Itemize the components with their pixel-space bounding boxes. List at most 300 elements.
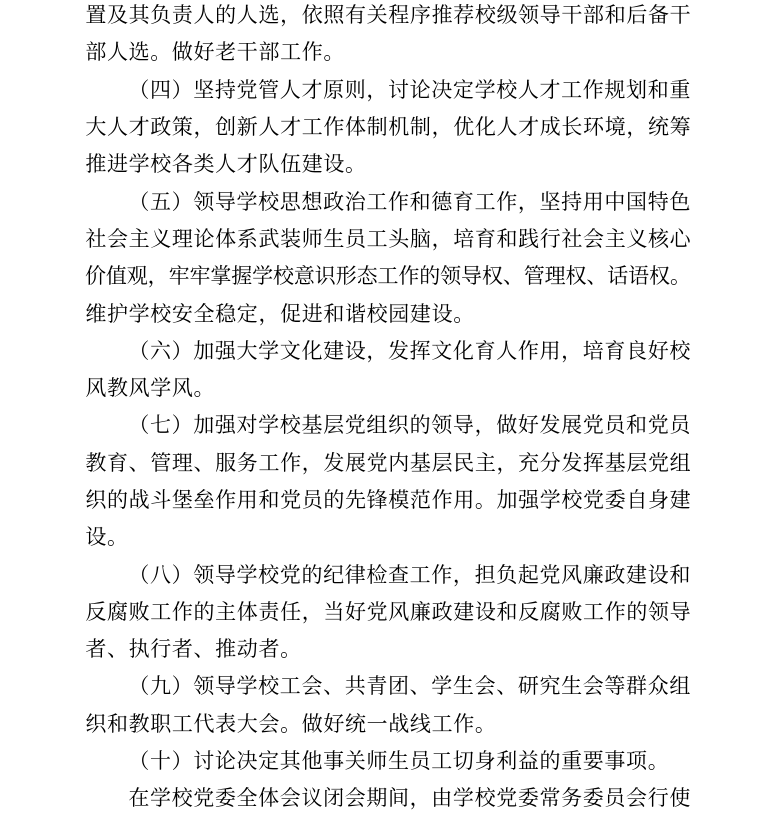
- char: 用: [453, 488, 475, 512]
- char: 的: [419, 264, 441, 289]
- char: 育: [474, 338, 496, 363]
- char: 发: [323, 450, 345, 475]
- char: 作: [582, 77, 604, 102]
- char: 人: [496, 115, 518, 140]
- char: 德: [431, 189, 453, 214]
- char: 校: [496, 77, 518, 102]
- char: ，: [258, 301, 280, 326]
- char: ，: [561, 338, 583, 363]
- char: 范: [409, 488, 431, 512]
- char: 定: [236, 301, 258, 326]
- char: 工: [301, 115, 323, 140]
- char: 作: [215, 488, 237, 512]
- char: 意: [293, 264, 315, 289]
- char: 政: [323, 189, 345, 214]
- char: 价: [85, 264, 106, 289]
- char: 持: [214, 77, 236, 102]
- char: 、: [193, 637, 215, 662]
- char: 论: [193, 226, 215, 251]
- char: 导: [669, 599, 691, 624]
- char: 担: [474, 562, 496, 587]
- char: 学: [236, 189, 258, 214]
- char: 良: [626, 338, 648, 363]
- char: 文: [431, 338, 453, 363]
- char: 特: [647, 189, 669, 214]
- char: 工: [150, 599, 172, 624]
- char: 研: [517, 674, 539, 699]
- char: 发: [388, 338, 409, 363]
- char: 作: [517, 338, 539, 363]
- char: 设: [431, 301, 453, 326]
- char: 武: [258, 226, 280, 251]
- char: ，: [431, 226, 453, 251]
- char: 校: [474, 3, 496, 28]
- char: 全: [236, 786, 258, 811]
- char: 工: [366, 189, 388, 214]
- document-line: [85, 0, 691, 34]
- char: 大: [236, 711, 258, 736]
- char: 党: [366, 450, 388, 475]
- char: 先: [345, 488, 366, 512]
- char: 做: [171, 40, 193, 65]
- char: 风: [561, 562, 583, 587]
- char: 用: [539, 338, 561, 363]
- char: 育: [106, 450, 128, 475]
- char: 核: [647, 226, 669, 251]
- char: 人: [279, 77, 301, 102]
- char: 责: [171, 3, 193, 28]
- char: 斗: [150, 488, 172, 512]
- char: 五: [149, 189, 171, 214]
- document-line: [85, 407, 691, 444]
- char: 学: [252, 264, 274, 289]
- char: 委: [517, 786, 539, 811]
- char: 管: [258, 77, 280, 102]
- char: 、: [106, 637, 128, 662]
- char: 值: [105, 264, 127, 289]
- char: 谐: [345, 301, 366, 326]
- char: 做: [496, 413, 518, 438]
- char: 执: [128, 637, 150, 662]
- char: 工: [431, 711, 453, 736]
- char: 党: [647, 413, 669, 438]
- char: 事: [604, 749, 626, 774]
- char: 有: [345, 3, 366, 28]
- char: 败: [561, 599, 583, 624]
- char: 的: [626, 599, 648, 624]
- char: 负: [496, 562, 518, 587]
- document-line: [85, 221, 691, 258]
- char: 作: [388, 189, 409, 214]
- char: 任: [280, 599, 302, 624]
- char: 组: [669, 674, 691, 699]
- char: ）: [171, 562, 193, 587]
- char: 进: [106, 152, 128, 177]
- char: 干: [561, 3, 583, 28]
- char: 校: [279, 413, 301, 438]
- char: 义: [150, 226, 172, 251]
- char: 优: [453, 115, 475, 140]
- char: 语: [628, 264, 650, 289]
- char: 内: [388, 450, 410, 475]
- char: 生: [323, 226, 345, 251]
- char: 话: [607, 264, 629, 289]
- char: 败: [128, 599, 150, 624]
- char: 思: [279, 189, 301, 214]
- char: 的: [106, 488, 128, 512]
- char: 务: [561, 786, 583, 811]
- char: 员: [345, 226, 366, 251]
- char: 教: [106, 376, 128, 401]
- char: 队: [258, 152, 280, 177]
- char: 学: [150, 376, 172, 401]
- char: 利: [496, 749, 518, 774]
- char: 党: [496, 786, 518, 811]
- char: （: [128, 674, 150, 699]
- char: 握: [231, 264, 253, 289]
- char: 部: [258, 40, 280, 65]
- char: 主: [604, 226, 626, 251]
- char: 纪: [323, 562, 345, 587]
- document-line: [85, 72, 691, 109]
- char: 促: [280, 301, 302, 326]
- char: 查: [388, 562, 409, 587]
- char: 其: [128, 3, 150, 28]
- char: 师: [301, 226, 323, 251]
- document-line: [85, 34, 691, 71]
- char: ，: [301, 599, 323, 624]
- char: 才: [236, 152, 258, 177]
- char: 组: [669, 450, 691, 475]
- char: 工: [474, 189, 496, 214]
- char: 织: [85, 711, 107, 736]
- paragraph-indent: [85, 798, 128, 799]
- char: 加: [193, 413, 215, 438]
- char: ，: [474, 413, 496, 438]
- char: 校: [258, 674, 280, 699]
- char: 学: [452, 786, 474, 811]
- char: 伍: [280, 152, 302, 177]
- char: 学: [474, 77, 496, 102]
- char: ，: [452, 562, 474, 587]
- char: 层: [323, 413, 345, 438]
- char: 员: [669, 413, 691, 438]
- char: 党: [280, 488, 302, 512]
- char: 期: [366, 786, 388, 811]
- char: 务: [236, 450, 258, 475]
- char: 。: [280, 711, 302, 736]
- char: ）: [171, 413, 193, 438]
- char: 长: [561, 115, 583, 140]
- char: ）: [171, 77, 193, 102]
- char: 好: [647, 338, 669, 363]
- char: 境: [604, 115, 626, 140]
- char: 策: [171, 115, 193, 140]
- char: 会: [582, 674, 604, 699]
- char: 廉: [409, 599, 431, 624]
- char: 强: [214, 338, 236, 363]
- char: 导: [452, 413, 474, 438]
- char: 风: [171, 376, 193, 401]
- char: 生: [388, 749, 409, 774]
- char: 身: [647, 488, 669, 512]
- char: 八: [149, 562, 171, 587]
- paragraph-indent: [85, 90, 128, 91]
- char: 、: [323, 674, 345, 699]
- char: 理: [544, 264, 566, 289]
- char: 重: [669, 77, 691, 102]
- char: 好: [517, 413, 539, 438]
- char: 体: [236, 599, 258, 624]
- char: ，: [496, 450, 518, 475]
- char: 培: [453, 226, 475, 251]
- char: 会: [279, 786, 301, 811]
- char: 讨: [193, 749, 215, 774]
- char: 者: [85, 637, 107, 662]
- char: 员: [301, 488, 323, 512]
- char: 用: [582, 189, 604, 214]
- char: 校: [561, 488, 583, 512]
- char: 生: [561, 674, 583, 699]
- char: 领: [431, 413, 453, 438]
- char: 推: [85, 152, 107, 177]
- char: 学: [431, 674, 453, 699]
- char: 建: [669, 488, 691, 512]
- char: 则: [344, 77, 366, 102]
- char: 作: [604, 599, 626, 624]
- char: 职: [150, 711, 172, 736]
- char: 和: [496, 599, 518, 624]
- char: 和: [604, 3, 626, 28]
- char: 挥: [409, 338, 431, 363]
- char: 工: [279, 674, 301, 699]
- char: 干: [236, 40, 258, 65]
- char: （: [128, 189, 150, 214]
- document-line: [85, 445, 691, 482]
- char: 。: [647, 749, 669, 774]
- char: 理: [171, 226, 193, 251]
- char: 领: [193, 674, 215, 699]
- char: 师: [366, 749, 388, 774]
- char: 建: [323, 338, 345, 363]
- char: 国: [626, 189, 648, 214]
- char: 织: [85, 488, 107, 512]
- char: 九: [149, 674, 171, 699]
- char: 环: [583, 115, 605, 140]
- char: 挥: [583, 450, 605, 475]
- paragraph-indent: [85, 575, 128, 576]
- paragraph-indent: [85, 351, 128, 352]
- char: 文: [279, 338, 301, 363]
- char: 校: [669, 338, 691, 363]
- char: 导: [539, 3, 561, 28]
- char: 反: [518, 599, 540, 624]
- char: 权: [565, 264, 587, 289]
- char: 程: [388, 3, 410, 28]
- char: 干: [669, 3, 691, 28]
- char: 持: [561, 189, 583, 214]
- char: 部: [85, 40, 107, 65]
- char: 体: [215, 226, 237, 251]
- char: 会: [474, 674, 496, 699]
- char: 风: [128, 376, 150, 401]
- char: 学: [236, 674, 258, 699]
- char: 护: [106, 301, 128, 326]
- paragraph-indent: [85, 761, 128, 762]
- char: 战: [388, 711, 410, 736]
- char: 大: [85, 115, 107, 140]
- char: 垒: [193, 488, 215, 512]
- char: 风: [85, 376, 107, 401]
- char: 设: [344, 338, 366, 363]
- char: 党: [582, 413, 604, 438]
- char: 者: [258, 637, 280, 662]
- char: （: [128, 338, 150, 363]
- char: 学: [258, 338, 280, 363]
- char: ，: [431, 115, 453, 140]
- char: 的: [539, 749, 561, 774]
- char: 间: [388, 786, 409, 811]
- char: 脑: [409, 226, 431, 251]
- char: 风: [388, 599, 410, 624]
- char: 其: [279, 749, 301, 774]
- char: 老: [215, 40, 237, 65]
- char: 共: [344, 674, 366, 699]
- char: 人: [106, 40, 128, 65]
- char: 稳: [215, 301, 237, 326]
- char: 义: [626, 226, 648, 251]
- char: 置: [85, 3, 107, 28]
- char: 权: [649, 264, 671, 289]
- char: 作: [453, 711, 475, 736]
- char: 主: [474, 450, 496, 475]
- char: 统: [647, 115, 669, 140]
- char: 设: [474, 599, 496, 624]
- char: 园: [388, 301, 410, 326]
- char: 好: [323, 711, 345, 736]
- char: ，: [366, 77, 388, 102]
- char: 工: [561, 77, 583, 102]
- char: 校: [258, 562, 280, 587]
- char: 层: [626, 450, 648, 475]
- char: 领: [193, 189, 215, 214]
- char: 群: [626, 674, 648, 699]
- char: 者: [171, 637, 193, 662]
- char: 作: [280, 450, 302, 475]
- char: 育: [604, 338, 626, 363]
- char: 育: [452, 189, 474, 214]
- char: 学: [128, 301, 150, 326]
- char: 工: [258, 450, 280, 475]
- char: ，: [147, 264, 169, 289]
- char: 基: [409, 450, 431, 475]
- char: 全: [193, 301, 215, 326]
- char: 导: [214, 189, 236, 214]
- char: 权: [481, 264, 503, 289]
- char: 机: [388, 115, 410, 140]
- char: 层: [431, 450, 453, 475]
- char: 管: [150, 450, 172, 475]
- char: 六: [149, 338, 171, 363]
- document-line: [85, 370, 691, 407]
- char: 展: [345, 450, 366, 475]
- char: 选: [128, 40, 150, 65]
- char: 建: [409, 301, 431, 326]
- char: 生: [452, 674, 474, 699]
- char: ，: [301, 450, 323, 475]
- char: 委: [214, 786, 236, 811]
- document-line: [85, 780, 691, 817]
- char: 校: [150, 301, 172, 326]
- char: 加: [496, 488, 518, 512]
- char: 作: [301, 40, 323, 65]
- char: 设: [85, 525, 107, 550]
- char: 主: [215, 599, 237, 624]
- char: 。: [474, 711, 496, 736]
- char: 基: [604, 450, 626, 475]
- char: 由: [431, 786, 453, 811]
- char: 理: [171, 450, 193, 475]
- char: 讨: [388, 77, 409, 102]
- char: 、: [128, 450, 150, 475]
- char: 人: [215, 152, 237, 177]
- char: 学: [236, 562, 258, 587]
- char: 究: [539, 674, 561, 699]
- char: 分: [539, 450, 561, 475]
- document-line: [85, 594, 691, 631]
- char: 会: [301, 674, 323, 699]
- char: 学: [128, 152, 150, 177]
- char: 化: [301, 338, 323, 363]
- char: 的: [323, 488, 345, 512]
- char: 牢: [189, 264, 211, 289]
- char: 推: [215, 637, 237, 662]
- document-line: [85, 519, 691, 556]
- char: 色: [669, 189, 691, 214]
- char: 身: [474, 749, 496, 774]
- char: 好: [193, 40, 215, 65]
- char: 党: [366, 599, 388, 624]
- document-line: [85, 631, 691, 668]
- char: 筹: [669, 115, 691, 140]
- char: 当: [323, 599, 345, 624]
- char: 制: [366, 115, 388, 140]
- char: 推: [431, 3, 453, 28]
- char: 、: [586, 264, 608, 289]
- char: ，: [366, 338, 388, 363]
- char: 。: [280, 637, 302, 662]
- char: 照: [323, 3, 345, 28]
- char: 基: [301, 413, 323, 438]
- char: 切: [452, 749, 474, 774]
- char: 作: [171, 599, 193, 624]
- char: 组: [366, 413, 388, 438]
- char: 十: [149, 749, 171, 774]
- char: 校: [150, 152, 172, 177]
- char: 规: [604, 77, 626, 102]
- char: 人: [258, 115, 280, 140]
- char: 政: [431, 599, 453, 624]
- char: 建: [453, 599, 475, 624]
- char: 和: [258, 488, 280, 512]
- char: 定: [258, 749, 280, 774]
- char: 装: [280, 226, 302, 251]
- char: 坚: [539, 189, 561, 214]
- char: 育: [474, 226, 496, 251]
- char: 作: [398, 264, 420, 289]
- char: 发: [539, 413, 561, 438]
- char: 的: [193, 599, 215, 624]
